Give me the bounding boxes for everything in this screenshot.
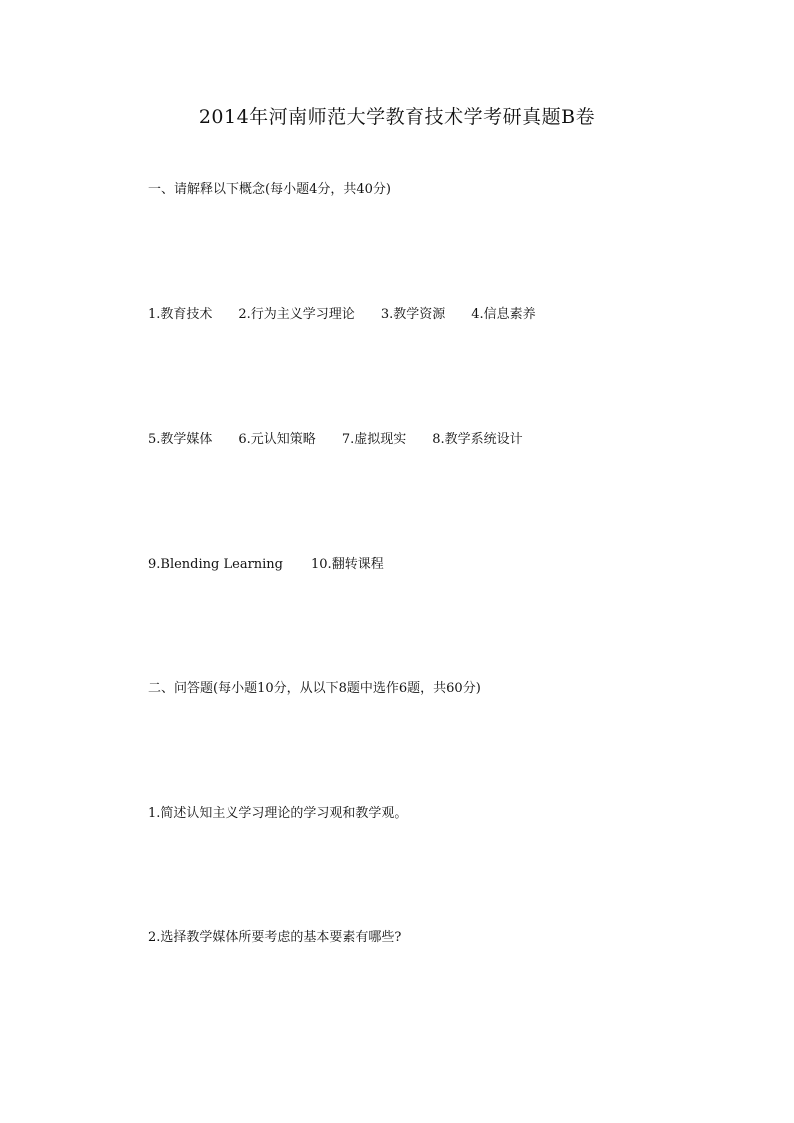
- section1-heading: 一、请解释以下概念(每小题4分，共40分): [148, 182, 391, 197]
- concept-item: 10.翻转课程: [311, 557, 384, 572]
- concept-item: 8.教学系统设计: [432, 432, 523, 447]
- concept-item: 4.信息素养: [471, 307, 536, 322]
- section2-heading: 二、问答题(每小题10分，从以下8题中选作6题，共60分): [148, 681, 481, 696]
- concept-item: 3.教学资源: [380, 307, 446, 322]
- concept-item: 9.Blending Learning: [148, 557, 284, 572]
- concept-item: 2.行为主义学习理论: [238, 307, 355, 322]
- question-2: 2.选择教学媒体所要考虑的基本要素有哪些?: [148, 930, 402, 945]
- document-title: 2014年河南师范大学教育技术学考研真题B卷: [198, 106, 596, 128]
- concept-row-3: [148, 556, 384, 574]
- concept-row-1: [148, 306, 536, 324]
- concept-item: 1.教育技术: [148, 307, 213, 322]
- concept-row-2: [148, 431, 523, 449]
- concept-item: 7.虚拟现实: [341, 432, 407, 447]
- question-1: 1.简述认知主义学习理论的学习观和教学观。: [148, 806, 408, 821]
- concept-item: 5.教学媒体: [148, 432, 213, 447]
- concept-item: 6.元认知策略: [238, 432, 316, 447]
